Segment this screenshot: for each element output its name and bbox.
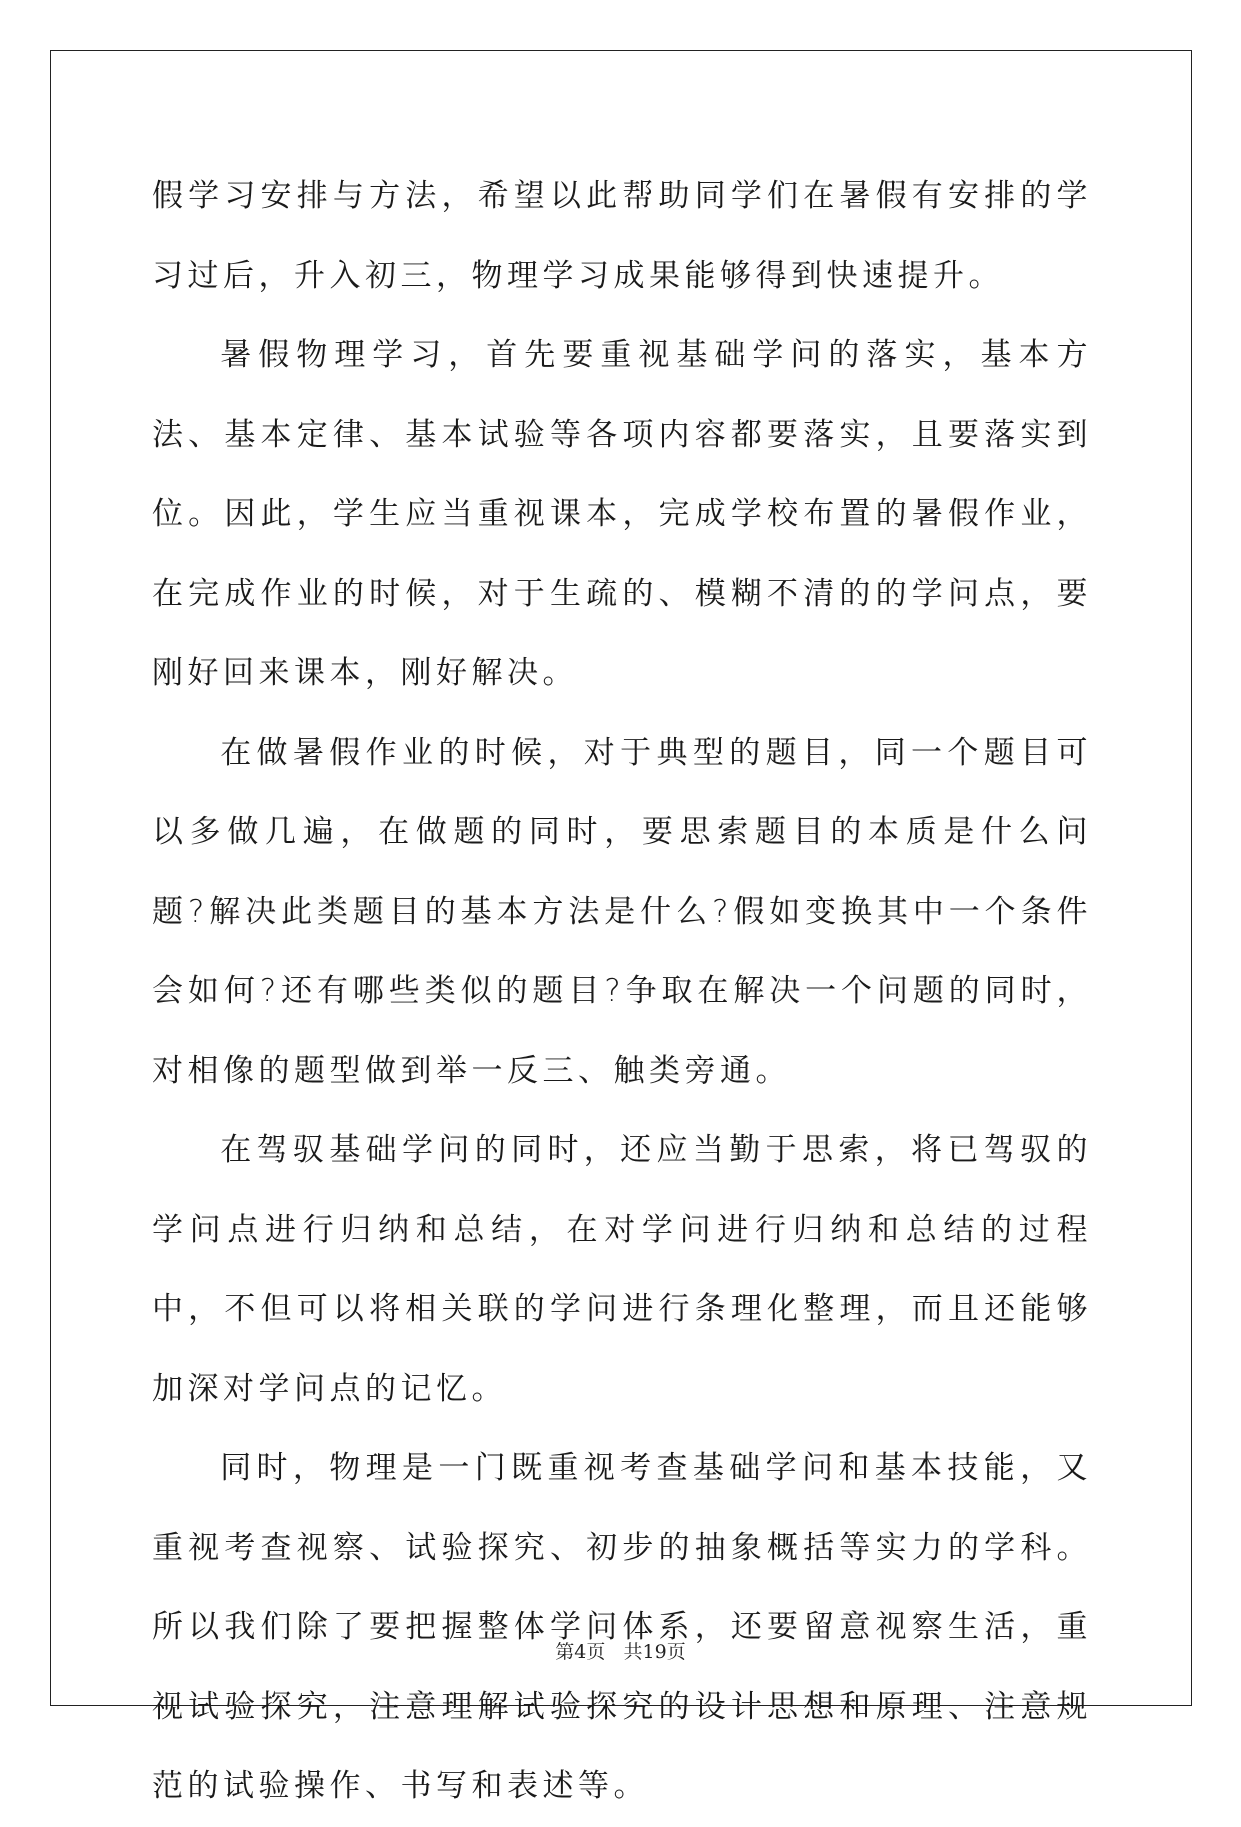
paragraph-4: 在驾驭基础学问的同时，还应当勤于思索，将已驾驭的学问点进行归纳和总结，在对学问进行归纳和总结的过程中，不但可以将相关联的学问进行条理化整理，而且还能够加深对学问点的记忆。 — [152, 1132, 1092, 1407]
page-footer — [0, 1637, 1241, 1664]
page-number: 第4页 — [555, 1641, 606, 1663]
paragraph-3: 在做暑假作业的时候，对于典型的题目，同一个题目可以多做几遍，在做题的同时，要思索题目的本质是什么问题?解决此类题目的基本方法是什么?假如变换其中一个条件会如何?还有哪些类似的题目?争取在解决一个问题的同时，对相像的题型做到举一反三、触类旁通。 — [152, 734, 1092, 1089]
paragraph-1: 假学习安排与方法，希望以此帮助同学们在暑假有安排的学习过后，升入初三，物理学习成果能够得到快速提升。 — [152, 178, 1092, 294]
paragraph-5: 同时，物理是一门既重视考查基础学问和基本技能，又重视考查视察、试验探究、初步的抽象概括等实力的学科。所以我们除了要把握整体学问体系，还要留意视察生活，重视试验探究，注意理解试验探究的设计思想和原理、注意规范的试验操作、书写和表述等。 — [152, 1450, 1092, 1804]
document-body — [152, 157, 1092, 1827]
page-total: 共19页 — [623, 1641, 686, 1663]
paragraph-2: 暑假物理学习，首先要重视基础学问的落实，基本方法、基本定律、基本试验等各项内容都要落实，且要落实到位。因此，学生应当重视课本，完成学校布置的暑假作业，在完成作业的时候，对于生疏的、模糊不清的的学问点，要刚好回来课本，刚好解决。 — [152, 337, 1092, 691]
